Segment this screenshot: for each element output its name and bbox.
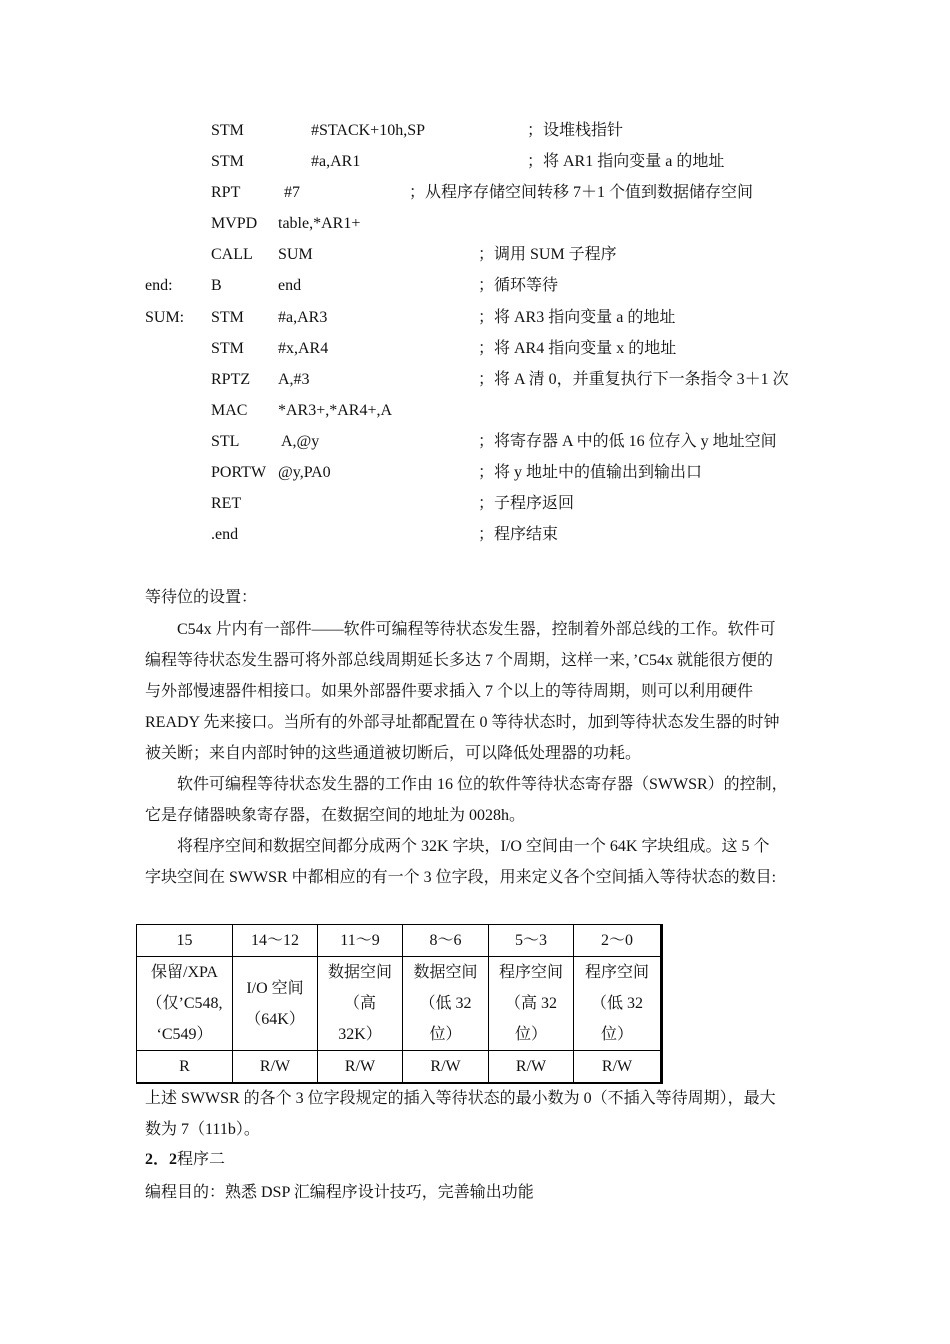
para-line: 将程序空间和数据空间都分成两个 32K 字块，I/O 空间由一个 64K 字块组成。这 5 个 [177,838,770,855]
code-arg: end [278,277,302,294]
para-line: 与外部慢速器件相接口。如果外部器件要求插入 7 个以上的等待周期，则可以利用硬件 [145,683,754,700]
code-arg: @y,PA0 [278,464,331,481]
desc-line: （高 [343,995,376,1012]
code-comment: ；将 AR1 指向变量 a 的地址 [527,153,725,170]
desc-line: （64K） [245,1010,305,1028]
code-arg: #a,AR1 [311,153,361,170]
code-op: RPTZ [211,371,251,388]
bit-cell: 5～3 [489,925,574,957]
code-op: B [211,277,222,294]
desc-line: 数据空间 [413,964,478,981]
table-row-desc [137,957,662,1051]
code-comment: ；将 AR4 指向变量 x 的地址 [478,340,677,357]
paragraph-swwsr [145,769,809,831]
access-cell: R/W [574,1051,662,1084]
access-cell: R/W [489,1051,574,1084]
para-line: 被关断；来自内部时钟的这些通道被切断后，可以降低处理器的功耗。 [145,745,642,762]
para-line: 软件可编程等待状态发生器的工作由 16 位的软件等待状态寄存器（SWWSR）的控制， [177,776,788,793]
desc-line: 位） [514,1026,547,1043]
code-comment: ；从程序存储空间转移 7＋1 个值到数据储存空间 [409,184,754,201]
code-comment: ；调用 SUM 子程序 [478,246,617,263]
code-arg: SUM [278,246,313,263]
para-line: 它是存储器映象寄存器，在数据空间的地址为 0028h。 [145,807,526,824]
para-line: 字块空间在 SWWSR 中都相应的有一个 3 位字段，用来定义各个空间插入等待状态的数目: [145,869,777,886]
paragraph-wait-range [145,1083,809,1145]
bit-cell: 11～9 [318,925,403,957]
desc-line: I/O 空间 [246,979,304,997]
desc-line: ‘C549） [156,1026,213,1043]
swwsr-field-table [136,924,663,1084]
code-label: SUM: [145,309,185,326]
code-op: MAC [211,402,248,419]
wait-heading: 等待位的设置： [145,589,258,606]
code-op: RPT [211,184,241,201]
para-line: C54x 片内有一部件——软件可编程等待状态发生器，控制着外部总线的工作。软件可 [177,621,776,638]
code-arg: table,*AR1+ [278,215,361,232]
code-comment: ；子程序返回 [478,495,575,512]
desc-cell [403,957,489,1051]
desc-line: （低 32 [419,995,472,1012]
paragraph-wait-generator [145,614,809,769]
code-arg: #x,AR4 [278,340,329,357]
para-line: READY 先来接口。当所有的外部寻址都配置在 0 等待状态时，加到等待状态发生器的时钟 [145,714,780,731]
desc-line: （仅’C548, [146,995,223,1012]
code-op: STM [211,340,244,357]
code-op: STM [211,309,244,326]
code-comment: ；程序结束 [478,526,559,543]
code-comment: ；将 AR3 指向变量 a 的地址 [478,309,676,326]
desc-line: （高 32 [504,995,557,1012]
para-line: 上述 SWWSR 的各个 3 位字段规定的插入等待状态的最小数为 0（不插入等待周期），最大 [145,1090,776,1107]
desc-cell [574,957,662,1051]
para-line: 数为 7（111b）。 [145,1121,260,1138]
desc-line: 程序空间 [498,964,563,981]
desc-line: 位） [600,1026,633,1043]
desc-line: 位） [429,1026,462,1043]
code-arg: *AR3+,*AR4+,A [278,402,393,419]
code-comment: ；将 A 清 0，并重复执行下一条指令 3＋1 次 [478,371,789,388]
table-row-access [137,1051,662,1084]
code-arg: #7 [284,184,300,201]
bit-cell: 8～6 [403,925,489,957]
code-arg: A,#3 [278,371,310,388]
code-op: MVPD [211,215,258,232]
code-arg: #STACK+10h,SP [311,122,425,139]
desc-cell [318,957,403,1051]
code-op: PORTW [211,464,267,481]
para-line: 编程等待状态发生器可将外部总线周期延长多达 7 个周期，这样一来，’C54x 就能很方便的 [145,652,774,669]
code-comment: ；循环等待 [478,277,559,294]
code-comment: ；将寄存器 A 中的低 16 位存入 y 地址空间 [478,433,777,450]
section-heading [145,1150,225,1170]
code-label: end: [145,277,173,294]
bit-cell: 2～0 [574,925,662,957]
section-title: 程序二 [177,1151,226,1168]
section-number: 2．2 [145,1151,178,1168]
code-op: STL [211,433,240,450]
code-arg: #a,AR3 [278,309,328,326]
desc-cell [233,957,318,1051]
code-op: RET [211,495,242,512]
table-row-bits [137,925,662,957]
code-op: CALL [211,246,253,263]
desc-line: 32K） [338,1026,382,1043]
access-cell: R/W [318,1051,403,1084]
desc-line: 程序空间 [584,964,649,981]
bit-cell: 14～12 [233,925,318,957]
code-op: .end [211,526,239,543]
desc-line: 保留/XPA [151,964,218,981]
desc-line: 数据空间 [327,964,392,981]
code-op: STM [211,153,244,170]
bit-cell: 15 [137,925,233,957]
desc-cell [489,957,574,1051]
access-cell: R/W [233,1051,318,1084]
access-cell: R [137,1051,233,1084]
access-cell: R/W [403,1051,489,1084]
code-op: STM [211,122,244,139]
code-comment: ；将 y 地址中的值输出到输出口 [478,464,703,481]
code-arg: A,@y [281,433,320,450]
paragraph-space-division [145,831,809,893]
code-comment: ；设堆栈指针 [527,122,624,139]
desc-line: （低 32 [590,995,643,1012]
program-goal: 编程目的：熟悉 DSP 汇编程序设计技巧，完善输出功能 [145,1184,534,1201]
desc-cell [137,957,233,1051]
